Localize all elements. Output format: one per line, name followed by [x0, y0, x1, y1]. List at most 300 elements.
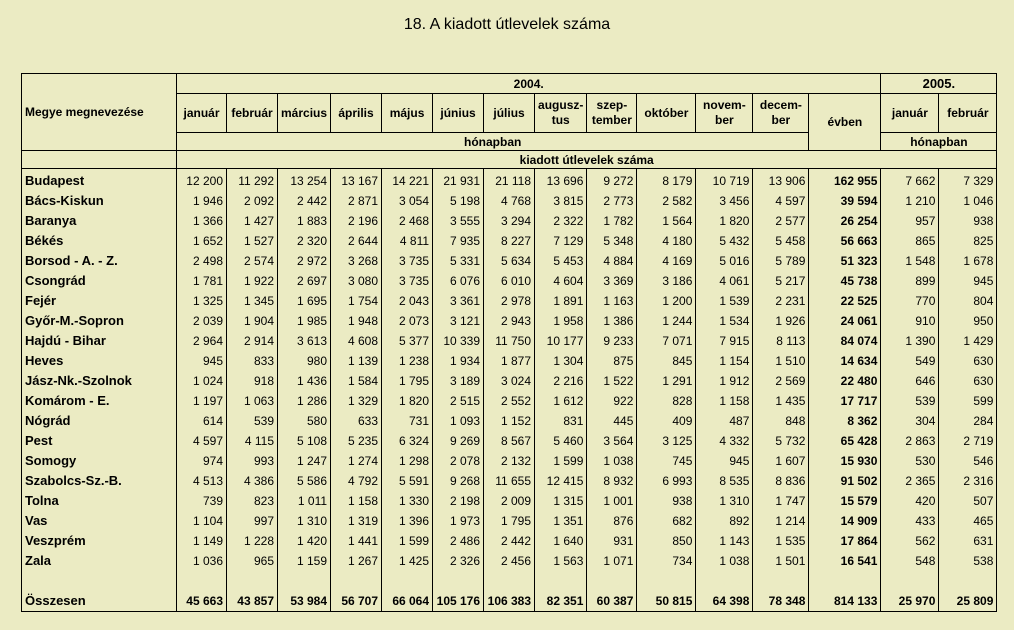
- value-cell: 7 129: [535, 231, 587, 251]
- value-cell: 1 139: [331, 351, 382, 371]
- honapban-header: hónapban: [177, 133, 809, 151]
- value-cell: 5 235: [331, 431, 382, 451]
- month-header: január: [177, 94, 227, 133]
- value-cell: 2 577: [753, 211, 809, 231]
- county-name: Budapest: [22, 169, 177, 192]
- passport-table: [21, 73, 997, 612]
- value-cell: 2 863: [881, 431, 939, 451]
- value-cell: 3 294: [484, 211, 535, 231]
- value-cell: 2 644: [331, 231, 382, 251]
- value-cell: 1 267: [331, 551, 382, 571]
- value-cell: 1 351: [535, 511, 587, 531]
- value-cell: 1 158: [331, 491, 382, 511]
- value-cell: 5 458: [753, 231, 809, 251]
- value-cell: 11 750: [484, 331, 535, 351]
- value-cell: 2 442: [484, 531, 535, 551]
- value-cell: 9 272: [587, 169, 637, 192]
- value-cell: 1 563: [535, 551, 587, 571]
- value-cell: 1 274: [331, 451, 382, 471]
- value-cell: 3 369: [587, 271, 637, 291]
- value-cell: 1 247: [278, 451, 331, 471]
- value-cell: 850: [637, 531, 696, 551]
- year-total-cell: 814 133: [809, 571, 881, 612]
- county-name: Szabolcs-Sz.-B.: [22, 471, 177, 491]
- value-cell: 1 934: [433, 351, 484, 371]
- value-cell: 1 795: [484, 511, 535, 531]
- value-cell: 1 420: [278, 531, 331, 551]
- value-cell: 3 361: [433, 291, 484, 311]
- year-total-cell: 17 864: [809, 531, 881, 551]
- value-cell: 997: [227, 511, 278, 531]
- value-cell: 10 719: [696, 169, 753, 192]
- value-cell: 1 210: [881, 191, 939, 211]
- value-cell: 1 046: [939, 191, 997, 211]
- table-row: [22, 411, 997, 431]
- value-cell: 1 071: [587, 551, 637, 571]
- value-cell: 2 322: [535, 211, 587, 231]
- value-cell: 2 515: [433, 391, 484, 411]
- year-total-cell: 39 594: [809, 191, 881, 211]
- county-name: Jász-Nk.-Szolnok: [22, 371, 177, 391]
- value-cell: 4 169: [637, 251, 696, 271]
- value-cell: 1 534: [696, 311, 753, 331]
- value-cell: 304: [881, 411, 939, 431]
- value-cell: 945: [696, 451, 753, 471]
- county-name: Baranya: [22, 211, 177, 231]
- value-cell: 938: [939, 211, 997, 231]
- value-cell: 2 498: [177, 251, 227, 271]
- value-cell: 1 973: [433, 511, 484, 531]
- value-cell: 1 038: [696, 551, 753, 571]
- value-cell: 2 978: [484, 291, 535, 311]
- value-cell: 1 310: [696, 491, 753, 511]
- value-cell: 1 795: [382, 371, 433, 391]
- value-cell: 5 732: [753, 431, 809, 451]
- table-row: [22, 331, 997, 351]
- value-cell: 105 176: [433, 571, 484, 612]
- value-cell: 1 427: [227, 211, 278, 231]
- value-cell: 1 539: [696, 291, 753, 311]
- year-total-cell: 22 525: [809, 291, 881, 311]
- year-total-cell: 84 074: [809, 331, 881, 351]
- value-cell: 4 597: [753, 191, 809, 211]
- value-cell: 1 345: [227, 291, 278, 311]
- month-header: augusz-tus: [535, 94, 587, 133]
- value-cell: 5 331: [433, 251, 484, 271]
- value-cell: 922: [587, 391, 637, 411]
- value-cell: 1 159: [278, 551, 331, 571]
- value-cell: 3 121: [433, 311, 484, 331]
- value-cell: 60 387: [587, 571, 637, 612]
- county-name: Fejér: [22, 291, 177, 311]
- value-cell: 10 339: [433, 331, 484, 351]
- value-cell: 630: [939, 351, 997, 371]
- value-cell: 1 584: [331, 371, 382, 391]
- value-cell: 1 820: [382, 391, 433, 411]
- value-cell: 4 513: [177, 471, 227, 491]
- table-row: [22, 231, 997, 251]
- table-row: [22, 371, 997, 391]
- value-cell: 848: [753, 411, 809, 431]
- value-cell: 1 200: [637, 291, 696, 311]
- value-cell: 831: [535, 411, 587, 431]
- value-cell: 1 985: [278, 311, 331, 331]
- year-total-cell: 8 362: [809, 411, 881, 431]
- value-cell: 1 695: [278, 291, 331, 311]
- value-cell: 6 076: [433, 271, 484, 291]
- year-total-cell: 16 541: [809, 551, 881, 571]
- value-cell: 876: [587, 511, 637, 531]
- value-cell: 3 564: [587, 431, 637, 451]
- county-name: Veszprém: [22, 531, 177, 551]
- value-cell: 646: [881, 371, 939, 391]
- county-name: Összesen: [22, 571, 177, 612]
- value-cell: 892: [696, 511, 753, 531]
- year-total-cell: 26 254: [809, 211, 881, 231]
- value-cell: 580: [278, 411, 331, 431]
- value-cell: 2 972: [278, 251, 331, 271]
- value-cell: 1 781: [177, 271, 227, 291]
- value-cell: 1 238: [382, 351, 433, 371]
- month-header: október: [637, 94, 696, 133]
- value-cell: 1 510: [753, 351, 809, 371]
- value-cell: 1 747: [753, 491, 809, 511]
- year-total-cell: 162 955: [809, 169, 881, 192]
- value-cell: 1 441: [331, 531, 382, 551]
- value-cell: 548: [881, 551, 939, 571]
- value-cell: 945: [939, 271, 997, 291]
- value-cell: 1 548: [881, 251, 939, 271]
- value-cell: 945: [177, 351, 227, 371]
- value-cell: 409: [637, 411, 696, 431]
- value-cell: 1 158: [696, 391, 753, 411]
- value-cell: 1 244: [637, 311, 696, 331]
- value-cell: 1 104: [177, 511, 227, 531]
- value-cell: 1 152: [484, 411, 535, 431]
- value-cell: 2 198: [433, 491, 484, 511]
- value-cell: 828: [637, 391, 696, 411]
- year-total-cell: 15 930: [809, 451, 881, 471]
- value-cell: 1 197: [177, 391, 227, 411]
- value-cell: 2 009: [484, 491, 535, 511]
- value-cell: 965: [227, 551, 278, 571]
- table-row: [22, 251, 997, 271]
- value-cell: 13 696: [535, 169, 587, 192]
- value-cell: 1 024: [177, 371, 227, 391]
- value-cell: 1 154: [696, 351, 753, 371]
- year-total-cell: 15 579: [809, 491, 881, 511]
- value-cell: 865: [881, 231, 939, 251]
- value-cell: 9 268: [433, 471, 484, 491]
- value-cell: 25 809: [939, 571, 997, 612]
- value-cell: 1 429: [939, 331, 997, 351]
- value-cell: 538: [939, 551, 997, 571]
- value-cell: 1 652: [177, 231, 227, 251]
- value-cell: 66 064: [382, 571, 433, 612]
- value-cell: 734: [637, 551, 696, 571]
- value-cell: 5 217: [753, 271, 809, 291]
- value-cell: 2 216: [535, 371, 587, 391]
- value-cell: 630: [939, 371, 997, 391]
- month-header: július: [484, 94, 535, 133]
- value-cell: 5 789: [753, 251, 809, 271]
- value-cell: 1 948: [331, 311, 382, 331]
- table-row: [22, 211, 997, 231]
- value-cell: 7 935: [433, 231, 484, 251]
- value-cell: 804: [939, 291, 997, 311]
- value-cell: 6 324: [382, 431, 433, 451]
- value-cell: 4 884: [587, 251, 637, 271]
- county-name: Komárom - E.: [22, 391, 177, 411]
- value-cell: 599: [939, 391, 997, 411]
- value-cell: 12 415: [535, 471, 587, 491]
- table-row: [22, 191, 997, 211]
- value-cell: 5 348: [587, 231, 637, 251]
- value-cell: 2 943: [484, 311, 535, 331]
- value-cell: 7 329: [939, 169, 997, 192]
- value-cell: 2 132: [484, 451, 535, 471]
- value-cell: 45 663: [177, 571, 227, 612]
- value-cell: 10 177: [535, 331, 587, 351]
- value-cell: 1 386: [587, 311, 637, 331]
- value-cell: 3 735: [382, 271, 433, 291]
- value-cell: 980: [278, 351, 331, 371]
- value-cell: 833: [227, 351, 278, 371]
- value-cell: 993: [227, 451, 278, 471]
- value-cell: 14 221: [382, 169, 433, 192]
- value-cell: 1 958: [535, 311, 587, 331]
- table-row: [22, 271, 997, 291]
- value-cell: 9 269: [433, 431, 484, 451]
- honapban-2005-header: hónapban: [881, 133, 997, 151]
- table-row: [22, 291, 997, 311]
- value-cell: 1 310: [278, 511, 331, 531]
- value-cell: 938: [637, 491, 696, 511]
- year-2005-header: 2005.: [881, 74, 997, 94]
- value-cell: 1 501: [753, 551, 809, 571]
- year-total-cell: 14 909: [809, 511, 881, 531]
- value-cell: 4 811: [382, 231, 433, 251]
- value-cell: 8 535: [696, 471, 753, 491]
- month-header: szep-tember: [587, 94, 637, 133]
- year-total-cell: 45 738: [809, 271, 881, 291]
- value-cell: 4 604: [535, 271, 587, 291]
- value-cell: 3 080: [331, 271, 382, 291]
- value-cell: 1 143: [696, 531, 753, 551]
- value-cell: 5 108: [278, 431, 331, 451]
- value-cell: 2 231: [753, 291, 809, 311]
- value-cell: 1 038: [587, 451, 637, 471]
- month-header: novem-ber: [696, 94, 753, 133]
- value-cell: 4 115: [227, 431, 278, 451]
- value-cell: 2 697: [278, 271, 331, 291]
- value-cell: 8 227: [484, 231, 535, 251]
- value-cell: 3 735: [382, 251, 433, 271]
- value-cell: 1 298: [382, 451, 433, 471]
- year-2004-header: 2004.: [177, 74, 881, 94]
- month-header: június: [433, 94, 484, 133]
- value-cell: 1 319: [331, 511, 382, 531]
- value-cell: 465: [939, 511, 997, 531]
- evben-header: évben: [809, 94, 881, 151]
- value-cell: 1 535: [753, 531, 809, 551]
- value-cell: 3 815: [535, 191, 587, 211]
- value-cell: 974: [177, 451, 227, 471]
- value-cell: 2 078: [433, 451, 484, 471]
- year-total-cell: 51 323: [809, 251, 881, 271]
- value-cell: 1 527: [227, 231, 278, 251]
- value-cell: 11 292: [227, 169, 278, 192]
- county-name: Bács-Kiskun: [22, 191, 177, 211]
- value-cell: 1 163: [587, 291, 637, 311]
- value-cell: 1 678: [939, 251, 997, 271]
- county-name: Pest: [22, 431, 177, 451]
- value-cell: 5 377: [382, 331, 433, 351]
- value-cell: 13 254: [278, 169, 331, 192]
- month-header: április: [331, 94, 382, 133]
- kiadott-header: kiadott útlevelek száma: [177, 151, 997, 169]
- value-cell: 420: [881, 491, 939, 511]
- value-cell: 3 189: [433, 371, 484, 391]
- table-row: [22, 511, 997, 531]
- value-cell: 1 640: [535, 531, 587, 551]
- value-cell: 2 468: [382, 211, 433, 231]
- value-cell: 1 304: [535, 351, 587, 371]
- table-row: [22, 351, 997, 371]
- county-name: Győr-M.-Sopron: [22, 311, 177, 331]
- value-cell: 4 332: [696, 431, 753, 451]
- value-cell: 3 054: [382, 191, 433, 211]
- value-cell: 1 883: [278, 211, 331, 231]
- value-cell: 5 198: [433, 191, 484, 211]
- month-2005-header: február: [939, 94, 997, 133]
- value-cell: 21 931: [433, 169, 484, 192]
- value-cell: 1 782: [587, 211, 637, 231]
- value-cell: 2 773: [587, 191, 637, 211]
- value-cell: 8 836: [753, 471, 809, 491]
- month-header: május: [382, 94, 433, 133]
- value-cell: 4 608: [331, 331, 382, 351]
- county-name: Somogy: [22, 451, 177, 471]
- value-cell: 4 180: [637, 231, 696, 251]
- value-cell: 1 922: [227, 271, 278, 291]
- value-cell: 8 567: [484, 431, 535, 451]
- value-cell: 1 946: [177, 191, 227, 211]
- value-cell: 1 011: [278, 491, 331, 511]
- value-cell: 1 286: [278, 391, 331, 411]
- value-cell: 530: [881, 451, 939, 471]
- value-cell: 931: [587, 531, 637, 551]
- value-cell: 106 383: [484, 571, 535, 612]
- table-row: [22, 451, 997, 471]
- county-name: Hajdú - Bihar: [22, 331, 177, 351]
- value-cell: 2 456: [484, 551, 535, 571]
- value-cell: 50 815: [637, 571, 696, 612]
- value-cell: 12 200: [177, 169, 227, 192]
- value-cell: 1 366: [177, 211, 227, 231]
- county-name: Csongrád: [22, 271, 177, 291]
- county-name: Nógrád: [22, 411, 177, 431]
- month-header: március: [278, 94, 331, 133]
- value-cell: 64 398: [696, 571, 753, 612]
- value-cell: 6 010: [484, 271, 535, 291]
- value-cell: 1 325: [177, 291, 227, 311]
- value-cell: 8 932: [587, 471, 637, 491]
- value-cell: 6 993: [637, 471, 696, 491]
- value-cell: 2 320: [278, 231, 331, 251]
- value-cell: 25 970: [881, 571, 939, 612]
- value-cell: 13 167: [331, 169, 382, 192]
- value-cell: 2 073: [382, 311, 433, 331]
- value-cell: 445: [587, 411, 637, 431]
- value-cell: 1 564: [637, 211, 696, 231]
- table-row: [22, 531, 997, 551]
- value-cell: 1 436: [278, 371, 331, 391]
- table-row: [22, 169, 997, 192]
- value-cell: 9 233: [587, 331, 637, 351]
- value-cell: 2 719: [939, 431, 997, 451]
- year-total-cell: 24 061: [809, 311, 881, 331]
- table-title: 18. A kiadott útlevelek száma: [403, 16, 611, 33]
- value-cell: 1 329: [331, 391, 382, 411]
- value-cell: 2 552: [484, 391, 535, 411]
- value-cell: 1 228: [227, 531, 278, 551]
- value-cell: 875: [587, 351, 637, 371]
- value-cell: 433: [881, 511, 939, 531]
- value-cell: 539: [881, 391, 939, 411]
- value-cell: 1 093: [433, 411, 484, 431]
- value-cell: 1 891: [535, 291, 587, 311]
- table-row: [22, 491, 997, 511]
- value-cell: 682: [637, 511, 696, 531]
- value-cell: 745: [637, 451, 696, 471]
- value-cell: 4 597: [177, 431, 227, 451]
- value-cell: 614: [177, 411, 227, 431]
- value-cell: 1 820: [696, 211, 753, 231]
- value-cell: 1 607: [753, 451, 809, 471]
- value-cell: 2 365: [881, 471, 939, 491]
- value-cell: 7 662: [881, 169, 939, 192]
- value-cell: 1 291: [637, 371, 696, 391]
- value-cell: 1 612: [535, 391, 587, 411]
- county-name: Heves: [22, 351, 177, 371]
- value-cell: 549: [881, 351, 939, 371]
- county-name: Tolna: [22, 491, 177, 511]
- value-cell: 546: [939, 451, 997, 471]
- value-cell: 2 871: [331, 191, 382, 211]
- value-cell: 823: [227, 491, 278, 511]
- value-cell: 2 043: [382, 291, 433, 311]
- value-cell: 7 915: [696, 331, 753, 351]
- value-cell: 2 964: [177, 331, 227, 351]
- value-cell: 284: [939, 411, 997, 431]
- year-total-cell: 65 428: [809, 431, 881, 451]
- value-cell: 21 118: [484, 169, 535, 192]
- value-cell: 4 061: [696, 271, 753, 291]
- value-cell: 507: [939, 491, 997, 511]
- county-name: Békés: [22, 231, 177, 251]
- value-cell: 2 486: [433, 531, 484, 551]
- value-cell: 5 453: [535, 251, 587, 271]
- value-cell: 1 877: [484, 351, 535, 371]
- value-cell: 1 904: [227, 311, 278, 331]
- value-cell: 1 214: [753, 511, 809, 531]
- value-cell: 1 330: [382, 491, 433, 511]
- value-cell: 1 425: [382, 551, 433, 571]
- value-cell: 950: [939, 311, 997, 331]
- county-name: Vas: [22, 511, 177, 531]
- value-cell: 825: [939, 231, 997, 251]
